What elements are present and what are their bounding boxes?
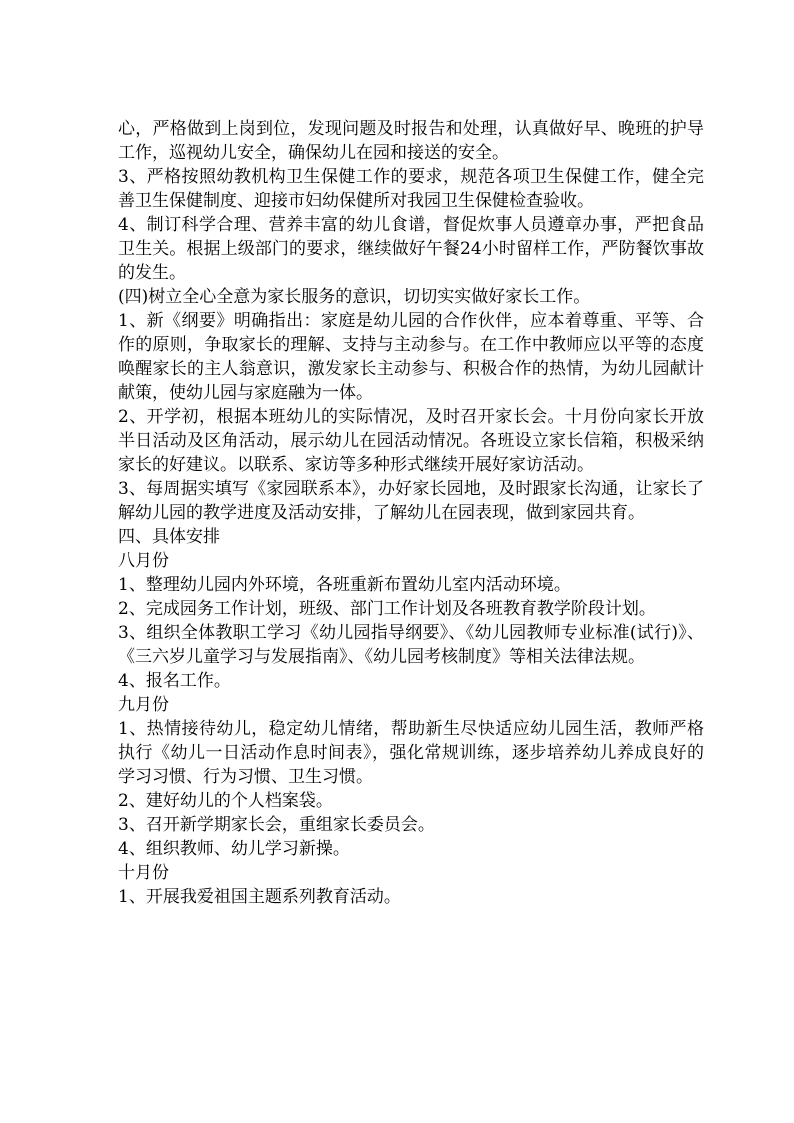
list-item-august-3: 3、组织全体教职工学习《幼儿园指导纲要》、《幼儿园教师专业标准(试行)》、《三六岁儿童学习与发展指南》、《幼儿园考核制度》等相关法律法规。	[118, 623, 704, 667]
list-item-august-4: 4、报名工作。	[118, 671, 231, 691]
list-item-september-1: 1、热情接待幼儿，稳定幼儿情绪，帮助新生尽快适应幼儿园生活，教师严格执行《幼儿一日活动作息时间表》，强化常规训练，逐步培养幼儿养成良好的学习习惯、行为习惯、卫生习惯。	[118, 719, 704, 787]
month-heading-october: 十月份	[118, 863, 169, 883]
list-item-august-1: 1、整理幼儿园内外环境，各班重新布置幼儿室内活动环境。	[118, 575, 571, 595]
paragraph-parent-partnership: 1、新《纲要》明确指出：家庭是幼儿园的合作伙伴，应本着尊重、平等、合作的原则，争取家长的理解、支持与主动参与。在工作中教师应以平等的态度唤醒家长的主人翁意识，激发家长主动参与、积极合作的热情，为幼儿园献计献策，使幼儿园与家庭融为一体。	[118, 311, 704, 403]
list-item-september-4: 4、组织教师、幼儿学习新操。	[118, 839, 350, 859]
month-heading-august: 八月份	[118, 551, 169, 571]
list-item-september-3: 3、召开新学期家长会，重组家长委员会。	[118, 815, 435, 835]
month-heading-september: 九月份	[118, 695, 169, 715]
paragraph-health-care: 3、严格按照幼教机构卫生保健工作的要求，规范各项卫生保健工作，健全完善卫生保健制度、迎接市妇幼保健所对我园卫生保健检查验收。	[118, 167, 704, 211]
paragraph-parent-meeting: 2、开学初，根据本班幼儿的实际情况，及时召开家长会。十月份向家长开放半日活动及区角活动，展示幼儿在园活动情况。各班设立家长信箱，积极采纳家长的好建议。以联系、家访等多种形式继续开展好家访活动。	[118, 407, 704, 475]
paragraph-food-safety: 4、制订科学合理、营养丰富的幼儿食谱，督促炊事人员遵章办事，严把食品卫生关。根据上级部门的要求，继续做好午餐24小时留样工作，严防餐饮事故的发生。	[118, 215, 704, 283]
list-item-august-2: 2、完成园务工作计划，班级、部门工作计划及各班教育教学阶段计划。	[118, 599, 656, 619]
section-heading-parent-service: (四)树立全心全意为家长服务的意识，切切实实做好家长工作。	[118, 287, 591, 307]
paragraph-continuation-safety: 心，严格做到上岗到位，发现问题及时报告和处理，认真做好早、晚班的护导工作，巡视幼儿安全，确保幼儿在园和接送的安全。	[118, 119, 704, 163]
section-heading-schedule: 四、具体安排	[118, 527, 220, 547]
list-item-october-1: 1、开展我爱祖国主题系列教育活动。	[118, 887, 401, 907]
paragraph-contact-book: 3、每周据实填写《家园联系本》，办好家长园地，及时跟家长沟通，让家长了解幼儿园的教学进度及活动安排，了解幼儿在园表现，做到家园共育。	[118, 479, 704, 523]
list-item-september-2: 2、建好幼儿的个人档案袋。	[118, 791, 333, 811]
